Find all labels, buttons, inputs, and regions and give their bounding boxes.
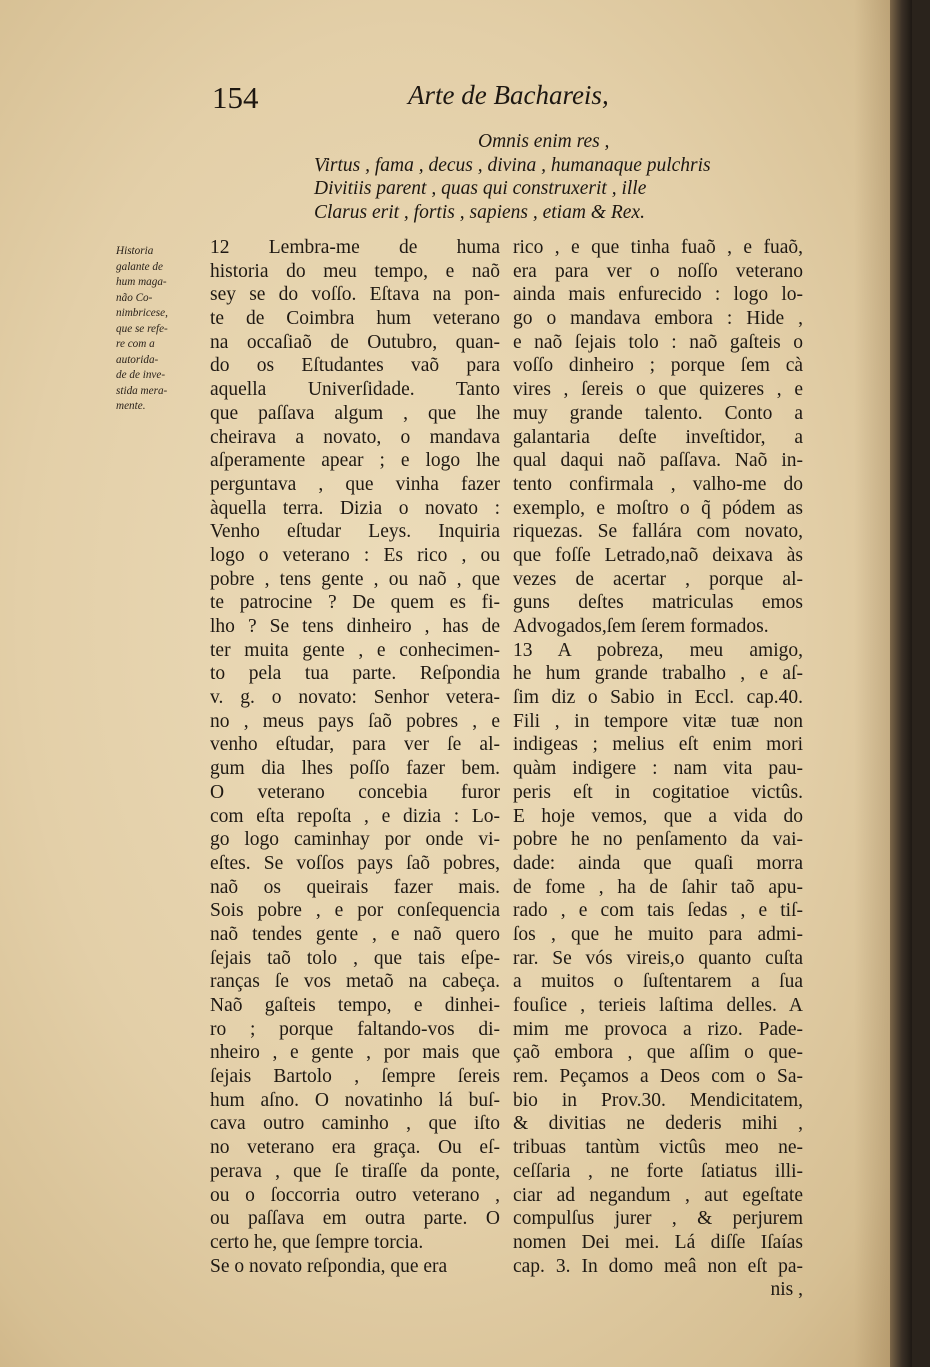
text-line: logo o veterano : Es rico , ou	[210, 544, 500, 566]
text-line: te patrocine ? De quem es fi-	[210, 592, 500, 614]
text-line: te de Coimbra hum veterano	[210, 308, 500, 330]
text-line: era para ver o noſſo veterano	[513, 260, 803, 282]
text-line: ceſſaria , ne forte ſatiatus illi-	[513, 1160, 803, 1182]
text-line: çaõ embora , que aſſim o que-	[513, 1042, 803, 1064]
text-line: Se o novato reſpondia, que era	[210, 1255, 448, 1277]
margin-note-line: galante de	[116, 260, 163, 273]
text-line: nheiro , e gente , por mais que	[210, 1042, 500, 1064]
text-line: v. g. o novato: Senhor vetera-	[210, 687, 500, 709]
text-line: compulſus jurer , & perjurem	[513, 1208, 803, 1230]
book-edge	[890, 0, 912, 1367]
text-line: cap. 3. In domo meâ non eſt pa-	[513, 1255, 803, 1277]
text-line: ou o ſoccorria outro veterano ,	[210, 1184, 500, 1206]
text-line: riquezas. Se fallára com novato,	[513, 521, 803, 543]
text-line: gum dia lhes poſſo fazer bem.	[210, 758, 500, 780]
text-line: que foſſe Letrado,naõ deixava às	[513, 544, 803, 566]
text-line: certo he, que ſempre torcia.	[210, 1231, 424, 1253]
text-line: go o mandava embora : Hide ,	[513, 308, 803, 330]
text-line: àquella terra. Dizia o novato :	[210, 497, 500, 519]
text-line: sey se do voſſo. Eſtava na pon-	[210, 284, 500, 306]
text-line: ſejais taõ tolo , que tais eſpe-	[210, 947, 500, 969]
text-line: rar. Se vós vireis,o quanto cuſta	[513, 947, 803, 969]
verse-line: Omnis enim res ,	[478, 131, 610, 152]
text-line: historia do meu tempo, e naõ	[210, 260, 500, 282]
text-line: muy grande talento. Conto a	[513, 402, 803, 424]
text-line: lho ? Se tens dinheiro , has de	[210, 616, 500, 637]
margin-note-line: re com a	[116, 338, 155, 350]
text-line: na occaſiaõ de Outubro, quan-	[210, 331, 500, 353]
text-line: qual daqui naõ paſſava. Naõ in-	[513, 450, 803, 472]
text-line: cheirava a novato, o mandava	[210, 426, 500, 448]
text-line: & divitias ne dederis mihi ,	[513, 1113, 803, 1135]
text-line: nomen Dei mei. Lá diſſe Iſaías	[513, 1231, 803, 1253]
latin-verse	[210, 130, 850, 225]
text-line: que paſſava algum , que lhe	[210, 402, 500, 424]
text-line: eſtes. Se voſſos pays ſaõ pobres,	[210, 852, 500, 874]
text-line: E hoje vemos, que a vida do	[513, 805, 803, 827]
text-line: vires , ſereis o que quizeres , e	[513, 379, 803, 401]
text-line: guns deſtes matriculas emos	[513, 592, 803, 614]
text-line: naõ tendes gente , e naõ quero	[210, 923, 500, 945]
text-line: go logo caminhay por onde vi-	[210, 829, 500, 851]
text-line: Naõ gaſteis tempo, e dinhei-	[210, 995, 500, 1016]
text-line: 12 Lembra-me de huma	[210, 237, 500, 258]
page-gutter-shadow	[854, 0, 894, 1367]
text-line: Sois pobre , e por conſequencia	[210, 900, 500, 922]
text-line: ranças ſe vos metaõ na cabeça.	[210, 971, 500, 993]
text-line: pobre he no penſamento da vai-	[513, 829, 803, 851]
text-line: ſos , que he muito para admi-	[513, 923, 803, 945]
text-line: tento confirmala , valho-me do	[513, 473, 803, 495]
text-line: indigeas ; melius eſt enim mori	[513, 734, 803, 756]
text-line: naõ os queirais fazer mais.	[210, 876, 500, 898]
text-line: to pela tua parte. Reſpondia	[210, 663, 500, 685]
text-line: O veterano concebia furor	[210, 781, 500, 803]
text-line: vezes de acertar , porque al-	[513, 568, 803, 590]
text-line: do os Eſtudantes vaõ para	[210, 355, 500, 377]
text-line: no veterano era graça. Ou eſ-	[210, 1137, 500, 1159]
text-line: Advogados,ſem ſerem formados.	[513, 616, 769, 637]
margin-note-line: Historia	[116, 245, 154, 257]
text-line: a muitos o ſuſtentarem a ſua	[513, 971, 803, 993]
text-line: cava outro caminho , que iſto	[210, 1113, 500, 1135]
margin-note-line: autorida-	[116, 353, 159, 366]
text-line: aſperamente apear ; e logo lhe	[210, 450, 500, 472]
text-line: nis ,	[770, 1279, 803, 1301]
margin-note-line: de de inve-	[116, 369, 166, 381]
text-line: ſim diz o Sabio in Eccl. cap.40.	[513, 687, 803, 709]
left-text-column	[210, 236, 500, 1278]
text-line: com eſta repoſta , e dizia : Lo-	[210, 805, 500, 827]
text-line: Venho eſtudar Leys. Inquiria	[210, 521, 500, 543]
text-line: perguntava , que vinha fazer	[210, 473, 500, 495]
text-line: pobre , tens gente , ou naõ , que	[210, 568, 500, 590]
text-line: he hum grande trabalho , e aſ-	[513, 663, 803, 685]
text-line: quàm indigere : nam vita pau-	[513, 758, 803, 780]
text-line: Fili , in tempore vitæ tuæ non	[513, 710, 803, 732]
text-line: peris eſt in cogitatioe victûs.	[513, 781, 803, 803]
text-line: dade: ainda que quaſi morra	[513, 852, 803, 874]
text-line: galantaria deſte inveſtidor, a	[513, 426, 803, 448]
margin-note-line: stida mera-	[116, 384, 168, 397]
text-line: ter muita gente , e conhecimen-	[210, 639, 500, 661]
text-line: rem. Peçamos a Deos com o Sa-	[513, 1066, 803, 1088]
text-line: ou paſſava em outra parte. O	[210, 1208, 500, 1230]
text-line: tribuas tantùm victûs meo ne-	[513, 1137, 803, 1159]
right-text-column	[513, 236, 803, 1302]
text-line: rado , e com tais ſedas , e tiſ-	[513, 900, 803, 922]
margin-note-line: não Co-	[116, 291, 153, 304]
verse-line: Clarus erit , fortis , sapiens , etiam & Rex.	[314, 202, 645, 224]
text-line: e naõ ſejais tolo : naõ gaſteis o	[513, 331, 803, 353]
margin-note-line: nimbricese,	[116, 307, 168, 319]
text-line: perava , que ſe tiraſſe da ponte,	[210, 1160, 500, 1182]
text-line: voſſo dinheiro ; porque ſem cà	[513, 355, 803, 377]
text-line: hum aſno. O novatinho lá buſ-	[210, 1089, 500, 1111]
margin-note-line: que se refe-	[116, 322, 168, 335]
text-line: venho eſtudar, para ver ſe al-	[210, 734, 500, 756]
margin-note-line: mente.	[116, 400, 146, 412]
margin-note	[116, 244, 208, 415]
text-line: ſejais Bartolo , ſempre ſereis	[210, 1066, 500, 1088]
page-number: 154	[212, 80, 259, 115]
text-line: 13 A pobreza, meu amigo,	[513, 639, 803, 661]
text-line: aquella Univerſidade. Tanto	[210, 379, 500, 401]
text-line: de fome , ha de ſahir taõ apu-	[513, 876, 803, 898]
text-line: ciar ad negandum , aut egeſtate	[513, 1184, 803, 1206]
verse-line: Virtus , fama , decus , divina , humanaque pulchris	[314, 154, 711, 176]
verse-line: Divitiis parent , quas qui construxerit , ille	[314, 178, 647, 200]
text-line: ro ; porque faltando-vos di-	[210, 1018, 500, 1040]
text-line: fouſice , terieis laſtima delles. A	[513, 995, 803, 1016]
text-line: rico , e que tinha fuaõ , e fuaõ,	[513, 237, 803, 258]
text-line: no , meus pays ſaõ pobres , e	[210, 710, 500, 732]
running-title: Arte de Bachareis,	[408, 80, 609, 110]
text-line: bio in Prov.30. Mendicitatem,	[513, 1089, 803, 1111]
text-line: exemplo, e moſtro o q̃ pódem as	[513, 497, 803, 519]
text-line: mim me provoca a rizo. Pade-	[513, 1018, 803, 1040]
margin-note-line: hum maga-	[116, 276, 167, 288]
text-line: ainda mais enfurecido : logo lo-	[513, 284, 803, 306]
